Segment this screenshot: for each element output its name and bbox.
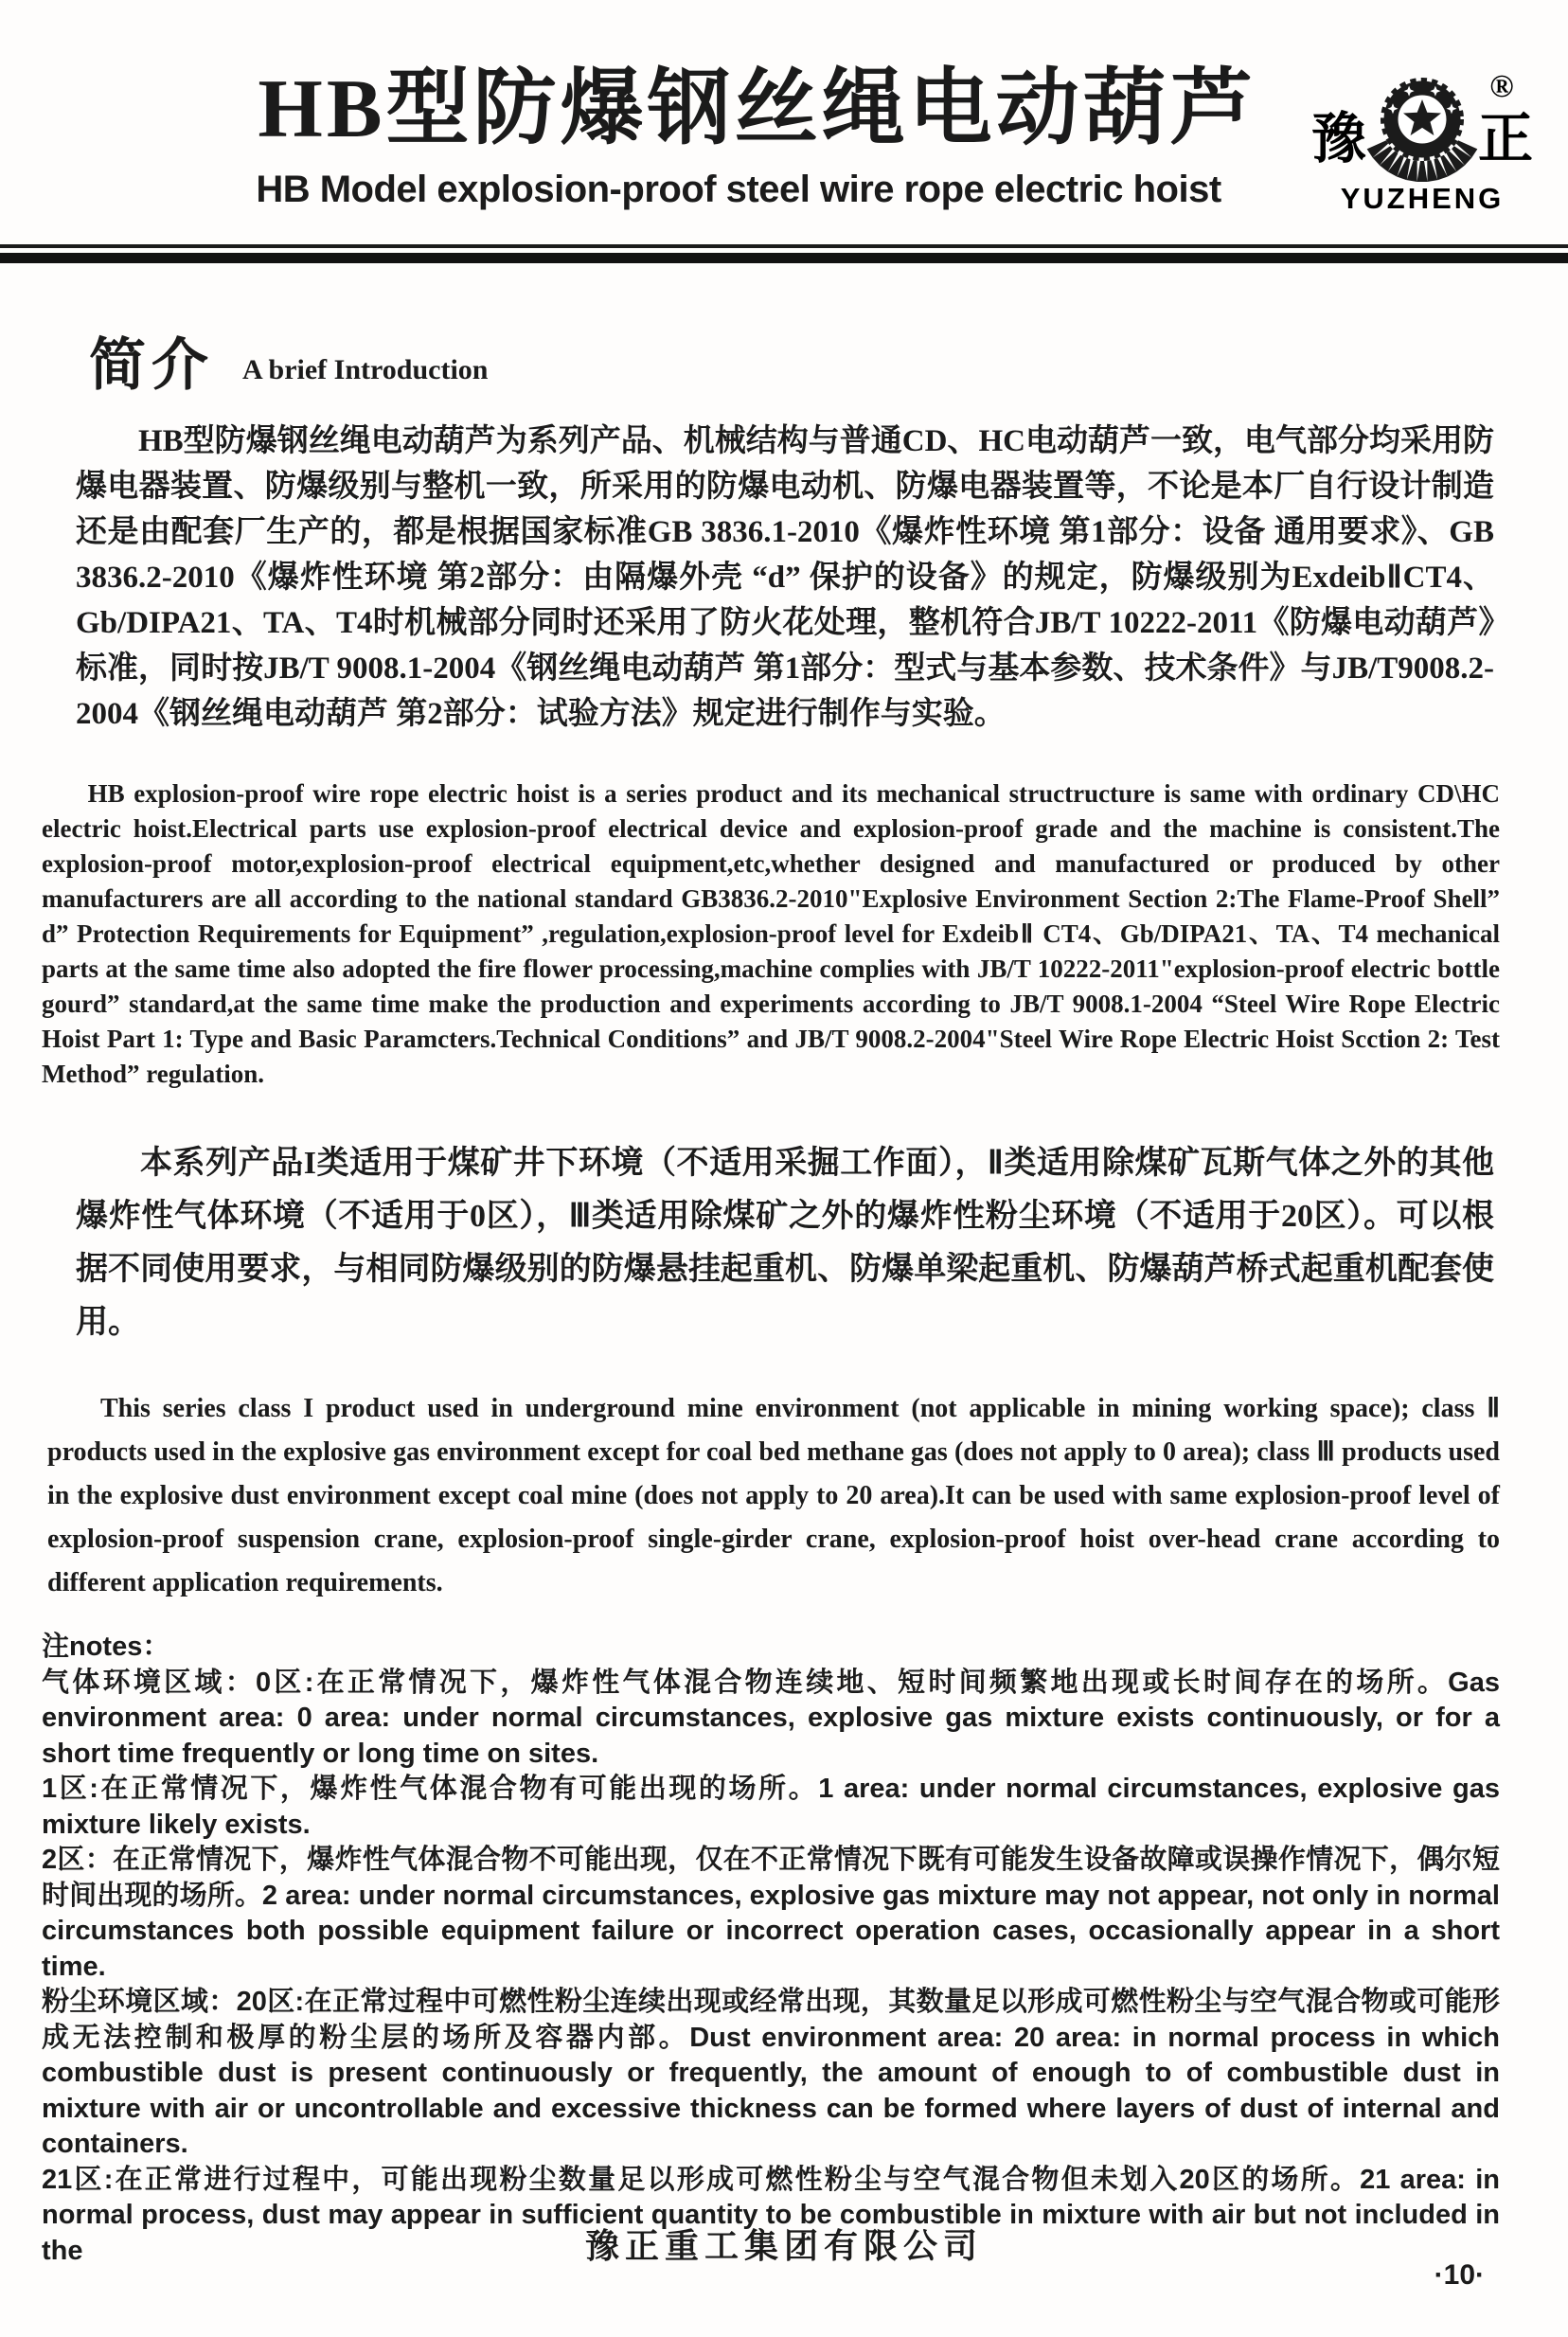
- note-gas-area-0: 气体环境区域：0区:在正常情况下，爆炸性气体混合物连续地、短时间频繁地出现或长时间存在的场所。Gas environment area: 0 area: under normal circumstances, explosive gas mixture exists continuously, or for a short time frequently or long time on sites.: [42, 1667, 1500, 1769]
- brand-name: YUZHENG: [1340, 182, 1505, 215]
- logo-right-char: 正: [1477, 108, 1534, 169]
- note-dust-area-21: 21区:在正常进行过程中，可能出现粉尘数量足以形成可燃性粉尘与空气混合物但未划入20区的场所。21 area: in normal process, dust may appear in sufficient quantity to be combustible in mixture with air but not included in the: [42, 2164, 1500, 2266]
- yuzheng-logo: [1280, 44, 1555, 247]
- page-content: [42, 334, 1500, 2269]
- notes-section: [42, 1630, 1500, 2269]
- footer-company-name: 豫正重工集团有限公司: [584, 2226, 983, 2265]
- gear-star-logo-icon: [1280, 44, 1555, 247]
- note-gas-area-1: 1区:在正常情况下，爆炸性气体混合物有可能出现的场所。1 area: under normal circumstances, explosive gas mixture likely exists.: [42, 1774, 1500, 1840]
- logo-left-char: 豫: [1310, 108, 1367, 169]
- section-heading-en: A brief Introduction: [242, 354, 489, 385]
- notes-label: 注notes：: [42, 1632, 170, 1662]
- note-gas-area-2: 2区：在正常情况下，爆炸性气体混合物不可能出现，仅在不正常情况下既有可能发生设备故障或误操作情况下，偶尔短时间出现的场所。2 area: under normal circumstances, explosive gas mixture may not appear, not only in normal circumstances both possible equipment failure or incorrect operation cases, occasionally appear in a short time.: [42, 1845, 1500, 1982]
- page-title: HB型防爆钢丝绳电动葫芦: [258, 63, 1257, 155]
- section-heading: [89, 334, 1494, 397]
- header-rule-thin: [0, 244, 1568, 248]
- series-paragraph-en: This series class I product used in underground mine environment (not applicable in mining working space); class Ⅱ products used in the explosive gas environment except for coal bed methane gas (does not apply to 0 area); class Ⅲ products used in the explosive dust environment except coal mine (does not apply to 20 area).It can be used with same explosion-proof level of explosion-proof suspension crane, explosion-proof single-girder crane, explosion-proof hoist over-head crane according to different application requirements.: [47, 1394, 1500, 1597]
- intro-paragraph-cn: HB型防爆钢丝绳电动葫芦为系列产品、机械结构与普通CD、HC电动葫芦一致，电气部分均采用防爆电器装置、防爆级别与整机一致，所采用的防爆电动机、防爆电器装置等，不论是本厂自行设计制造还是由配套厂生产的，都是根据国家标准GB 3836.1-2010《爆炸性环境 第1部分：设备 通用要求》、GB 3836.2-2010《爆炸性环境 第2部分：由隔爆外壳 “d” 保护的设备》的规定，防爆级别为ExdeibⅡCT4、Gb/DIPA21、TA、T4时机械部分同时还采用了防火花处理，整机符合JB/T 10222-2011《防爆电动葫芦》标准，同时按JB/T 9008.1-2004《钢丝绳电动葫芦 第1部分：型式与基本参数、技术条件》与JB/T9008.2-2004《钢丝绳电动葫芦 第2部分：试验方法》规定进行制作与实验。: [76, 424, 1494, 731]
- gear-icon: [1367, 81, 1478, 182]
- registered-trademark-icon: ®: [1489, 69, 1514, 104]
- note-dust-area-20: 粉尘环境区域：20区:在正常过程中可燃性粉尘连续出现或经常出现，其数量足以形成可燃性粉尘与空气混合物或可能形成无法控制和极厚的粉尘层的场所及容器内部。Dust environment area: 20 area: in normal process in which combustible dust is present continuously or frequently, the amount of enough to of combustible dust in mixture with air or uncontrollable and excessive thickness can be formed where layers of dust of internal and containers.: [42, 1987, 1500, 2159]
- header-rule-thick: [0, 253, 1568, 263]
- page-number: ·10·: [1434, 2259, 1485, 2291]
- page-subtitle: HB Model explosion-proof steel wire rope electric hoist: [256, 169, 1221, 210]
- intro-paragraph-en: HB explosion-proof wire rope electric hoist is a series product and its mechanical structructure is same with ordinary CD\HC electric hoist.Electrical parts use explosion-proof electrical device and explosion-proof grade and the machine is consistent.The explosion-proof motor,explosion-proof electrical equipment,etc,whether designed and manufactured or produced by other manufacturers are all according to the national standard GB3836.2-2010"Explosive Environment Section 2:The Flame-Proof Shell” d” Protection Requirements for Equipment” ,regulation,explosion-proof level for ExdeibⅡ CT4、Gb/DIPA21、TA、T4 mechanical parts at the same time also adopted the fire flower processing,machine complies with JB/T 10222-2011"explosion-proof electric bottle gourd” standard,at the same time make the production and experiments according to JB/T 9008.1-2004 “Steel Wire Rope Electric Hoist Part 1: Type and Basic Paramcters.Technical Conditions” and JB/T 9008.2-2004"Steel Wire Rope Electric Hoist Scction 2: Test Method” regulation.: [42, 779, 1500, 1088]
- series-paragraph-cn: 本系列产品I类适用于煤矿井下环境（不适用采掘工作面），Ⅱ类适用除煤矿瓦斯气体之外的其他爆炸性气体环境（不适用于0区），Ⅲ类适用除煤矿之外的爆炸性粉尘环境（不适用于20区）。可以根据不同使用要求，与相同防爆级别的防爆悬挂起重机、防爆单梁起重机、防爆葫芦桥式起重机配套使用。: [76, 1146, 1494, 1340]
- section-heading-cn: 简介: [89, 334, 214, 397]
